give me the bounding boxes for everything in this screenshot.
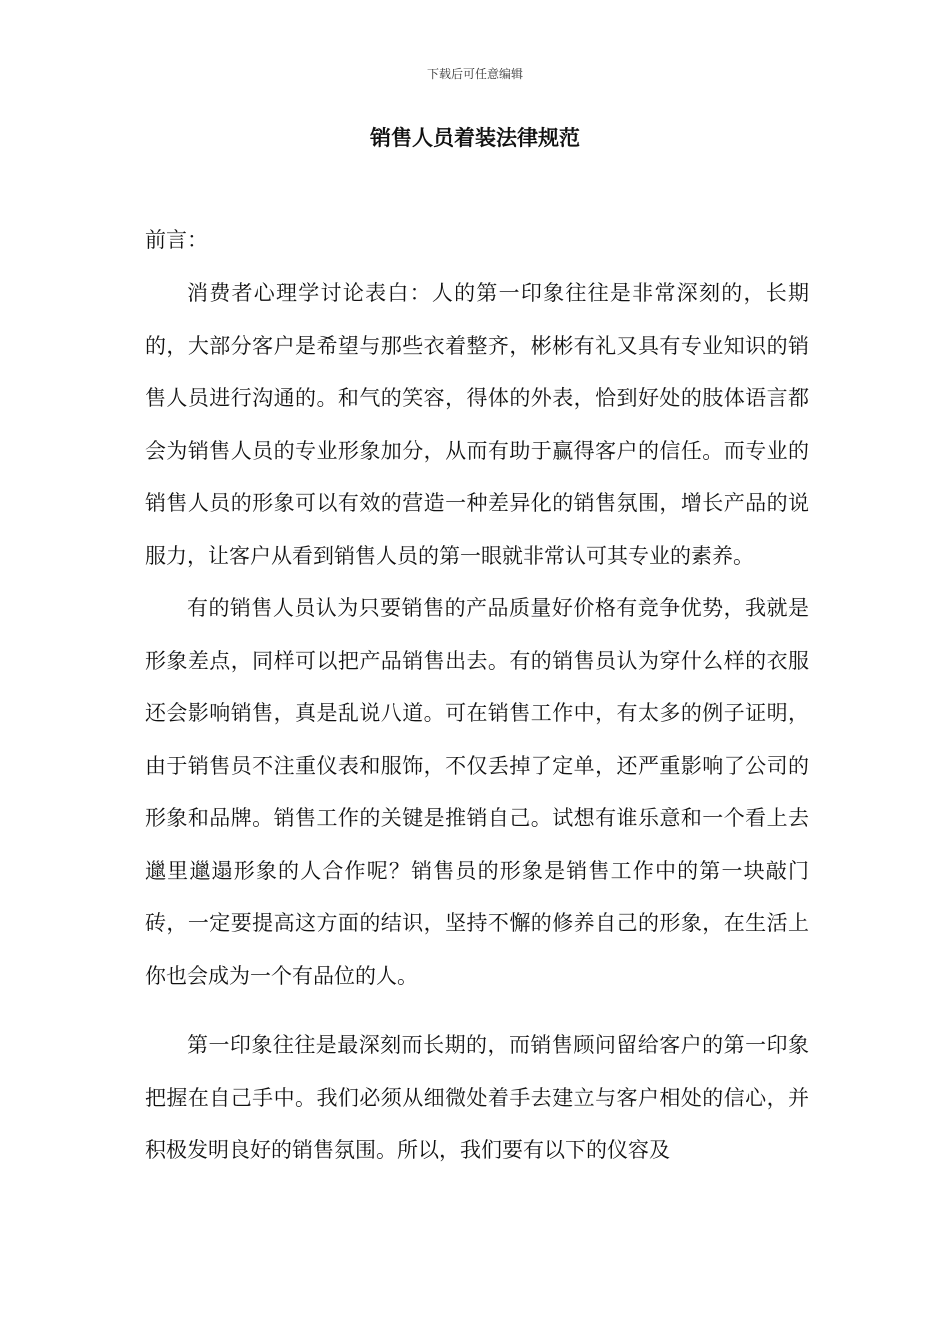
paragraph-1: 消费者心理学讨论表白：人的第一印象往往是非常深刻的，长期的，大部分客户是希望与那些衣着整齐，彬彬有礼又具有专业知识的销售人员进行沟通的。和气的笑容，得体的外表，恰到好处的肢体语言都会为销售人员的专业形象加分，从而有助于赢得客户的信任。而专业的销售人员的形象可以有效的营造一种差异化的销售氛围，增长产品的说服力，让客户从看到销售人员的第一眼就非常认可其专业的素养。: [145, 281, 809, 568]
document-body: [145, 213, 809, 1177]
paragraph-2: 有的销售人员认为只要销售的产品质量好价格有竞争优势，我就是形象差点，同样可以把产品销售出去。有的销售员认为穿什么样的衣服还会影响销售，真是乱说八道。可在销售工作中，有太多的例子证明，由于销售员不注重仪表和服饰，不仅丢掉了定单，还严重影响了公司的形象和品牌。销售工作的关键是推销自己。试想有谁乐意和一个看上去邋里邋遢形象的人合作呢？销售员的形象是销售工作中的第一块敲门砖，一定要提高这方面的结识，坚持不懈的修养自己的形象，在生活上你也会成为一个有品位的人。: [145, 596, 809, 988]
header-note: 下载后可任意编辑: [426, 67, 523, 81]
paragraph-3: 第一印象往往是最深刻而长期的，而销售顾问留给客户的第一印象把握在自己手中。我们必须从细微处着手去建立与客户相处的信心，并积极发明良好的销售氛围。所以，我们要有以下的仪容及: [145, 1033, 809, 1162]
preface-label: 前言：: [145, 228, 208, 252]
document-title: 销售人员着装法律规范: [370, 126, 580, 150]
